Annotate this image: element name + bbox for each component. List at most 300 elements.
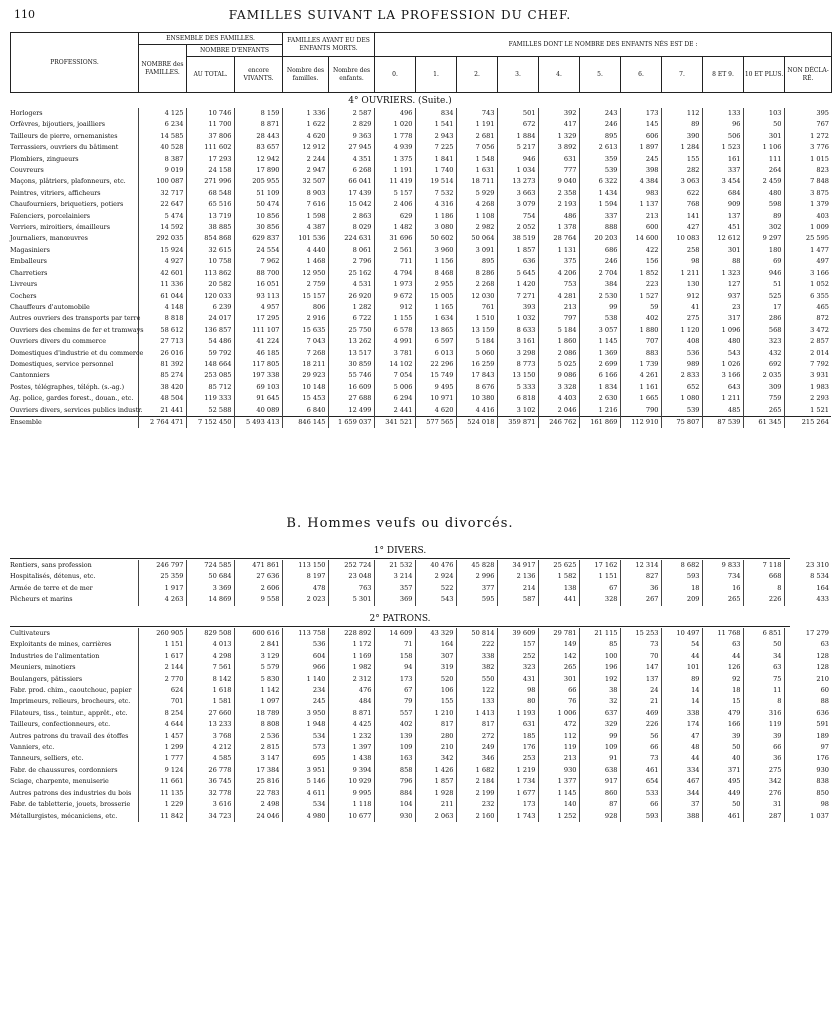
table-row [10,268,831,279]
cell: 883 [620,348,661,359]
col-header: 1. [416,57,457,93]
cell: 593 [661,571,702,582]
row-label: Métallurgistes, mécaniciens, etc. [10,811,138,822]
cell: 7 268 [282,348,328,359]
cell: 89 [661,119,702,130]
cell: 6 294 [374,393,415,404]
cell: 543 [702,348,743,359]
cell: 275 [743,765,784,776]
cell: 76 [538,696,579,707]
cell: 28 443 [234,131,282,142]
cell: 27 660 [186,708,234,719]
cell: 18 [661,583,702,594]
cell: 15 253 [620,628,661,639]
cell: 36 745 [186,776,234,787]
cell: 317 [702,313,743,324]
cell: 522 [415,583,456,594]
cell: 1 369 [579,348,620,359]
cell: 213 [538,302,579,313]
cell: 337 [579,211,620,222]
cell: 5 301 [328,594,374,605]
cell: 80 [497,696,538,707]
cell: 469 [620,708,661,719]
cell: 3 161 [497,336,538,347]
cell: 3 931 [810,371,829,380]
section-b2-table [10,628,831,822]
divider [10,558,790,559]
cell: 224 631 [328,233,374,244]
cell: 196 [579,662,620,673]
cell: 4 939 [374,142,415,153]
cell: 536 [282,639,328,650]
cell: 2 996 [456,571,497,582]
cell: 695 [282,753,328,764]
cell: 1 229 [138,799,186,810]
cell: 4 980 [282,811,328,822]
cell: 3 875 [810,188,829,197]
cell: 267 [620,594,661,605]
cell: 1 151 [579,571,620,582]
cell: 461 [620,765,661,776]
cell: 21 441 [138,405,186,417]
section-b2-title: 2° PATRONS. [369,614,431,624]
row-label: Peintres, vitriers, afficheurs [10,188,138,199]
cell: 44 [661,651,702,662]
cell: 1 857 [415,776,456,787]
cell: 4 585 [186,753,234,764]
row-label: Ensemble [10,416,138,428]
cell: 282 [661,165,702,176]
cell: 15 749 [415,370,456,381]
row-label: Domestiques d'industrie et du commerce [10,348,138,359]
cell: 377 [456,583,497,594]
cell: 3 328 [538,382,579,393]
cell: 226 [743,594,784,605]
cell: 1 272 [810,131,829,140]
row-label: Imprimeurs, relieurs, brocheurs, etc. [10,696,138,707]
cell: 652 [661,382,702,393]
cell: 2 193 [538,199,579,210]
cell: 25 359 [138,571,186,582]
cell: 1 541 [415,119,456,130]
cell: 2 833 [661,370,702,381]
cell: 137 [620,674,661,685]
header-table [10,32,832,93]
cell: 22 296 [415,359,456,370]
cell: 1 860 [538,336,579,347]
cell: 1 397 [328,742,374,753]
cell: 884 [374,788,415,799]
cell: 3 950 [282,708,328,719]
cell: 24 017 [186,313,234,324]
cell: 930 [538,765,579,776]
cell: 12 499 [328,405,374,417]
cell: 1 169 [328,651,374,662]
cell: 37 [661,799,702,810]
cell: 8 197 [282,571,328,582]
cell: 214 [497,583,538,594]
cell: 7 532 [415,188,456,199]
cell: 402 [374,719,415,730]
cell: 98 [661,256,702,267]
cell: 1 581 [186,696,234,707]
cell: 1 857 [497,245,538,256]
cell: 11 419 [374,176,415,187]
cell: 10 758 [186,256,234,267]
cell: 2 052 [497,222,538,233]
cell: 917 [579,776,620,787]
cell: 50 474 [234,199,282,210]
cell: 222 [456,639,497,650]
table-row [10,639,831,650]
cell: 2 536 [234,731,282,742]
cell: 506 [702,131,743,142]
row-label: Sciage, charpente, menuiserie [10,776,138,787]
cell: 4 531 [328,279,374,290]
cell: 137 [702,211,743,222]
cell: 91 645 [234,393,282,404]
cell: 264 [743,165,784,176]
cell: 50 [702,799,743,810]
cell: 197 338 [234,370,282,381]
cell: 46 185 [234,348,282,359]
cell: 1 884 [497,131,538,142]
cell: 21 [620,696,661,707]
cell: 5 060 [456,348,497,359]
cell: 3 776 [810,143,829,152]
cell: 54 486 [186,336,234,347]
cell: 5 146 [282,776,328,787]
cell: 44 [661,753,702,764]
cell: 34 [743,651,784,662]
cell: 25 625 [538,560,579,571]
cell: 164 [415,639,456,650]
cell: 12 030 [456,291,497,302]
table-row [10,719,831,730]
cell: 1 037 [810,811,829,820]
cell: 8 142 [186,674,234,685]
cell: 344 [661,788,702,799]
cell: 1 156 [415,256,456,267]
row-label: Chauffeurs d'automobile [10,302,138,313]
row-label: Hospitalisés, détenus, etc. [10,571,138,582]
cell: 252 724 [328,560,374,571]
cell: 101 536 [282,233,328,244]
cell: 4 644 [138,719,186,730]
cell: 13 719 [186,211,234,222]
cell: 45 828 [456,560,497,571]
cell: 16 609 [328,382,374,393]
row-label: Tanneurs, selliers, etc. [10,753,138,764]
cell: 432 [743,348,784,359]
cell: 4 403 [538,393,579,404]
cell: 97 [820,743,829,752]
cell: 10 380 [456,393,497,404]
cell: 3 063 [661,176,702,187]
cell: 17 890 [234,165,282,176]
row-label: Emballeurs [10,256,138,267]
table-row [10,348,831,359]
cell: 119 333 [186,393,234,404]
cell: 7 616 [282,199,328,210]
cell: 100 087 [138,176,186,187]
cell: 2 144 [138,662,186,673]
cell: 8 029 [328,222,374,233]
cell: 1 336 [282,108,328,119]
row-label: Filateurs, tiss., teintur., apprêt., etc. [10,708,138,719]
cell: 534 [282,799,328,810]
cell: 17 439 [328,188,374,199]
cell: 342 [415,753,456,764]
cell: 1 137 [620,199,661,210]
cell: 4 384 [620,176,661,187]
cell: 4 125 [138,108,186,119]
cell: 497 [816,257,829,266]
table-row [10,696,831,707]
cell: 638 [579,765,620,776]
cell: 631 [538,154,579,165]
cell: 4 620 [415,405,456,417]
cell: 43 329 [415,628,456,639]
cell: 9 495 [415,382,456,393]
cell: 2 244 [282,154,328,165]
cell: 1 982 [328,662,374,673]
cell: 145 [620,119,661,130]
cell: 5 006 [374,382,415,393]
cell: 1 375 [374,154,415,165]
cell: 1 252 [538,811,579,822]
cell: 2 014 [810,348,829,357]
cell: 4 148 [138,302,186,313]
cell: 1 323 [702,268,743,279]
cell: 99 [579,731,620,742]
cell: 912 [661,291,702,302]
cell: 104 [374,799,415,810]
cell: 73 [620,753,661,764]
table-row [10,628,831,639]
cell: 668 [743,571,784,582]
cell: 20 203 [579,233,620,244]
cell: 395 [816,109,829,117]
cell: 1 140 [282,674,328,685]
cell: 654 [620,776,661,787]
cell: 2 587 [328,108,374,119]
cell: 9 672 [374,291,415,302]
cell: 449 [702,788,743,799]
table-row [10,731,831,742]
cell: 6 722 [328,313,374,324]
cell: 1 917 [138,583,186,594]
cell: 2 160 [456,811,497,822]
cell: 189 [816,731,829,740]
cell: 223 [620,279,661,290]
cell: 85 [579,639,620,650]
cell: 31 [743,799,784,810]
cell: 478 [282,583,328,594]
table-row [10,662,831,673]
cell: 89 [661,674,702,685]
cell: 15 042 [328,199,374,210]
cell: 777 [538,165,579,176]
cell: 631 [497,719,538,730]
cell: 17 843 [456,370,497,381]
table-row [10,571,831,582]
row-label: Livreurs [10,279,138,290]
cell: 17 384 [234,765,282,776]
cell: 192 [579,674,620,685]
cell: 98 [820,800,829,809]
cell: 280 [415,731,456,742]
table-row [10,256,831,267]
cell: 81 392 [138,359,186,370]
cell: 32 615 [186,245,234,256]
cell: 21 532 [374,560,415,571]
row-label: Pêcheurs et marins [10,594,138,605]
cell: 1 594 [579,199,620,210]
cell: 3 102 [497,405,538,417]
cell: 817 [415,719,456,730]
cell: 52 588 [186,405,234,417]
cell: 50 [702,742,743,753]
table-row [10,176,831,187]
row-label: Tailleurs de pierre, ornemanistes [10,131,138,142]
cell: 1 413 [456,708,497,719]
table-row [10,279,831,290]
cell: 2 916 [282,313,328,324]
cell: 249 [456,742,497,753]
cell: 1 477 [810,245,829,254]
cell: 323 [497,662,538,673]
table-row [10,765,831,776]
cell: 4 263 [138,594,186,605]
cell: 79 [374,696,415,707]
cell: 4 957 [234,302,282,313]
cell: 431 [497,674,538,685]
cell: 246 762 [538,416,579,428]
cell: 246 797 [138,560,186,571]
cell: 161 869 [579,416,620,428]
cell: 4 316 [415,199,456,210]
cell: 461 [702,811,743,822]
cell: 51 109 [234,188,282,199]
cell: 1 777 [138,753,186,764]
cell: 67 [374,685,415,696]
nb-enfants-header: Nombre des enfants. [329,57,375,93]
cell: 163 [374,753,415,764]
cell: 1 108 [456,211,497,222]
cell: 937 [702,291,743,302]
cell: 501 [497,108,538,119]
cell: 1 618 [186,685,234,696]
cell: 1 743 [497,811,538,822]
cell: 1 172 [328,639,374,650]
cell: 2 063 [415,811,456,822]
cell: 408 [661,336,702,347]
cell: 1 151 [138,639,186,650]
cell: 11 842 [138,811,186,822]
table-row [10,788,831,799]
cell: 67 [579,583,620,594]
cell: 16 259 [456,359,497,370]
cell: 357 [374,583,415,594]
cell: 1 379 [810,200,829,209]
cell: 834 [415,108,456,119]
col-header: 7. [662,57,703,93]
cell: 5 474 [138,211,186,222]
cell: 139 [374,731,415,742]
cell: 14 592 [138,222,186,233]
cell: 11 700 [186,119,234,130]
cell: 26 920 [328,291,374,302]
cell: 591 [816,720,829,729]
cell: 209 [661,594,702,605]
cell: 643 [702,382,743,393]
table-row [10,165,831,176]
cell: 14 585 [138,131,186,142]
cell: 68 548 [186,188,234,199]
cell: 5 493 413 [234,416,282,428]
cell: 25 595 [805,234,829,243]
cell: 50 064 [456,233,497,244]
cell: 2 613 [579,142,620,153]
cell: 24 158 [186,165,234,176]
cell: 2 086 [538,348,579,359]
cell: 66 [538,685,579,696]
cell: 70 [620,651,661,662]
cell: 398 [620,165,661,176]
cell: 155 [661,154,702,165]
row-label: Orfèvres, bijoutiers, joailliers [10,119,138,130]
cell: 7 054 [374,370,415,381]
cell: 1 523 [702,142,743,153]
cell: 59 [620,302,661,313]
cell: 1 973 [374,279,415,290]
cell: 724 585 [186,560,234,571]
cell: 258 [661,245,702,256]
cell: 15 453 [282,393,328,404]
cell: 111 602 [186,142,234,153]
cell: 3 960 [415,245,456,256]
cell: 14 [661,685,702,696]
cell: 245 [282,696,328,707]
cell: 25 162 [328,268,374,279]
cell: 7 561 [186,662,234,673]
table-row [10,336,831,347]
cell: 600 [620,222,661,233]
row-label: Maçons, plâtriers, plafonneurs, etc. [10,176,138,187]
cell: 253 085 [186,370,234,381]
cell: 796 [374,776,415,787]
cell: 8 286 [456,268,497,279]
cell: 2 764 471 [138,416,186,428]
cell: 858 [374,765,415,776]
cell: 12 942 [234,154,282,165]
cell: 141 [661,211,702,222]
cell: 9 297 [743,233,784,244]
cell: 260 905 [138,628,186,639]
cell: 11 661 [138,776,186,787]
cell: 301 [743,131,784,142]
cell: 524 018 [456,416,497,428]
table-row [10,245,831,256]
cell: 2 293 [810,394,829,403]
cell: 4 387 [282,222,328,233]
cell: 7 792 [810,359,829,368]
table-row [10,291,831,302]
cell: 109 [374,742,415,753]
cell: 2 199 [456,788,497,799]
cell: 1 948 [282,719,328,730]
